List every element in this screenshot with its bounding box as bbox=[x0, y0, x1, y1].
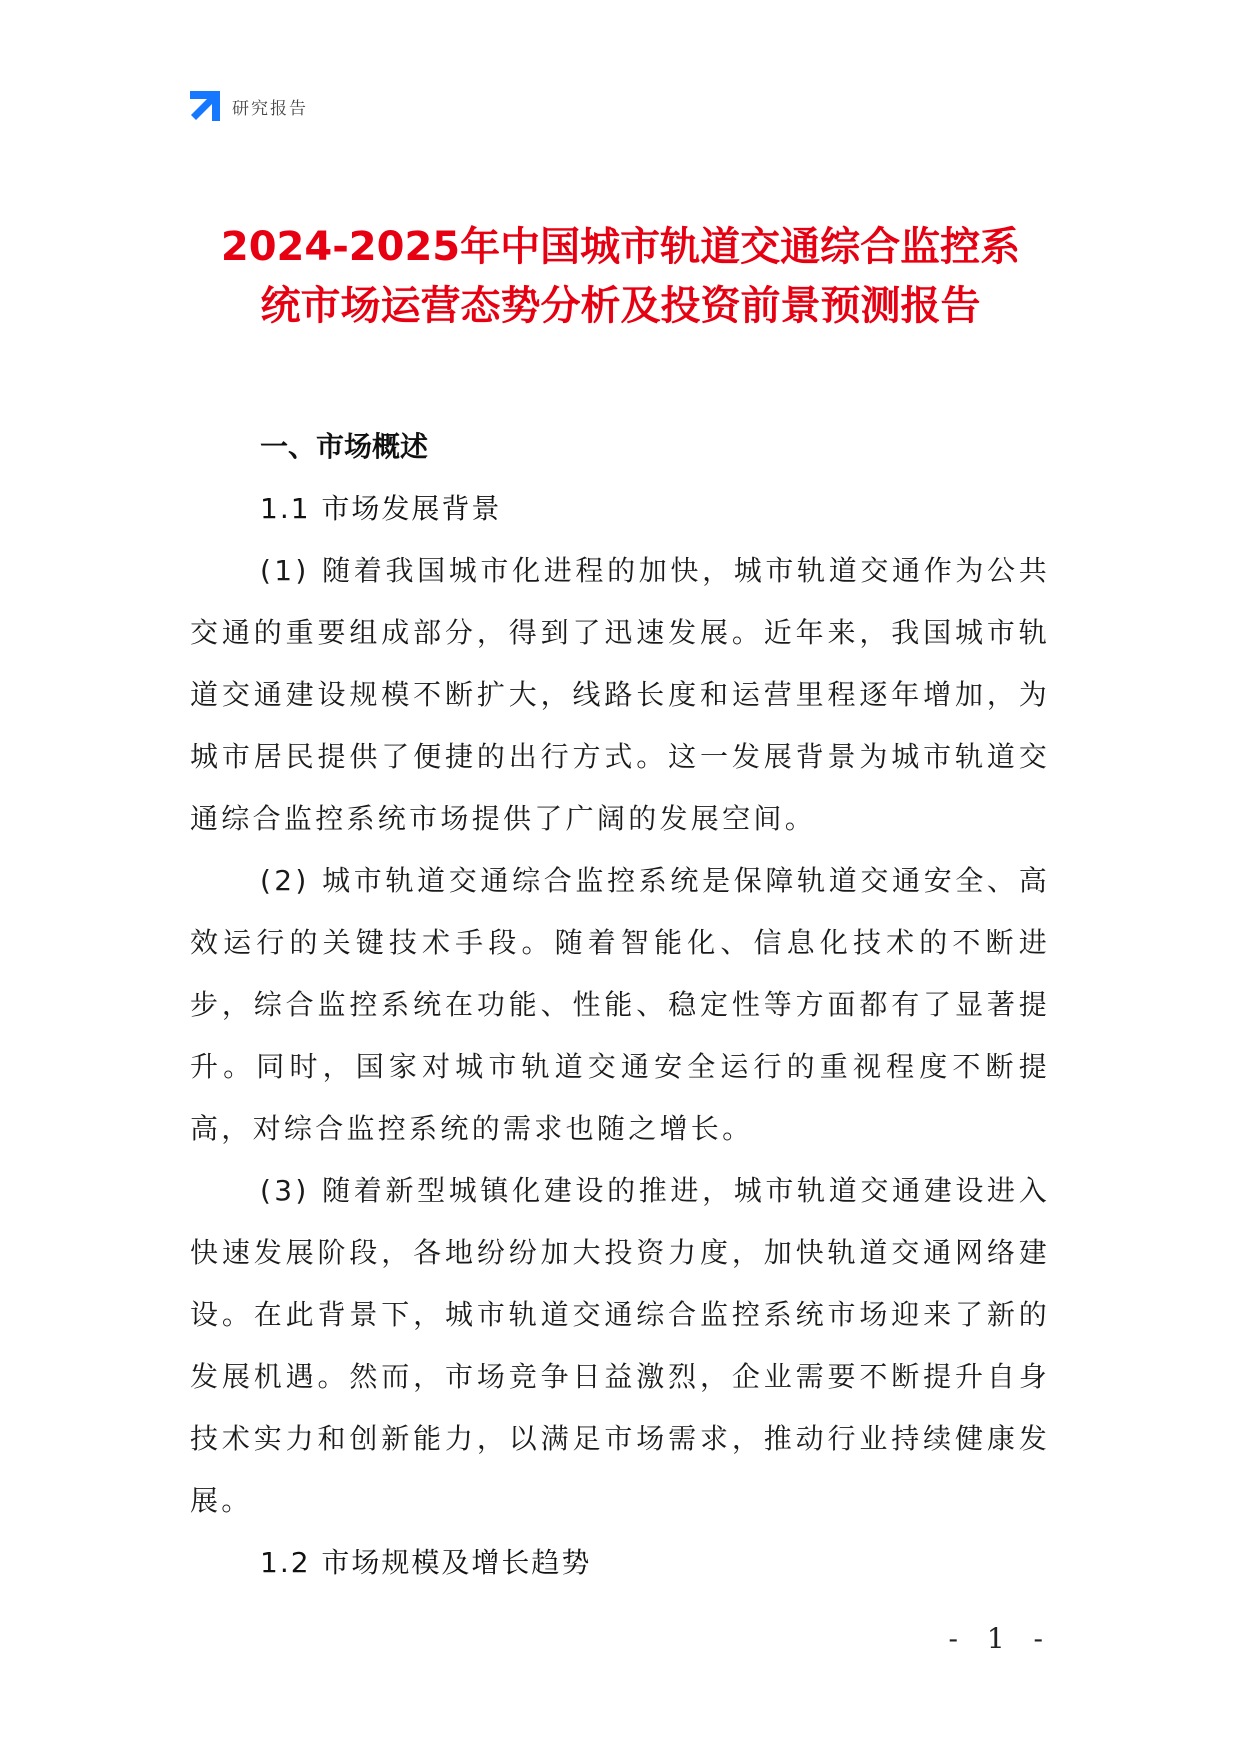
paragraph-2: (2) 城市轨道交通综合监控系统是保障轨道交通安全、高效运行的关键技术手段。随着智能化、信息化技术的不断进步，综合监控系统在功能、性能、稳定性等方面都有了显著提升。同时，国家对城市轨道交通安全运行的重视程度不断提高，对综合监控系统的需求也随之增长。 bbox=[190, 864, 1050, 1145]
subsection-heading-market-size: 1.2 市场规模及增长趋势 bbox=[260, 1546, 592, 1579]
document-body bbox=[190, 416, 1050, 1594]
report-title-line-1: 2024-2025年中国城市轨道交通综合监控系 bbox=[220, 224, 1021, 270]
header-label: 研究报告 bbox=[232, 98, 308, 119]
report-title bbox=[150, 218, 1091, 336]
report-title-line-2: 统市场运营态势分析及投资前景预测报告 bbox=[260, 283, 981, 329]
paragraph-3: (3) 随着新型城镇化建设的推进，城市轨道交通建设进入快速发展阶段，各地纷纷加大投资力度，加快轨道交通网络建设。在此背景下，城市轨道交通综合监控系统市场迎来了新的发展机遇。然而，市场竞争日益激烈，企业需要不断提升自身技术实力和创新能力，以满足市场需求，推动行业持续健康发展。 bbox=[190, 1174, 1050, 1517]
arrow-up-right-icon bbox=[188, 89, 222, 123]
section-heading-market-overview: 一、市场概述 bbox=[260, 430, 429, 463]
paragraph-1: (1) 随着我国城市化进程的加快，城市轨道交通作为公共交通的重要组成部分，得到了迅速发展。近年来，我国城市轨道交通建设规模不断扩大，线路长度和运营里程逐年增加，为城市居民提供了便捷的出行方式。这一发展背景为城市轨道交通综合监控系统市场提供了广阔的发展空间。 bbox=[190, 554, 1050, 835]
page-header bbox=[188, 88, 308, 124]
subsection-heading-background: 1.1 市场发展背景 bbox=[260, 492, 502, 525]
page-number: - 1 - bbox=[948, 1622, 1053, 1655]
